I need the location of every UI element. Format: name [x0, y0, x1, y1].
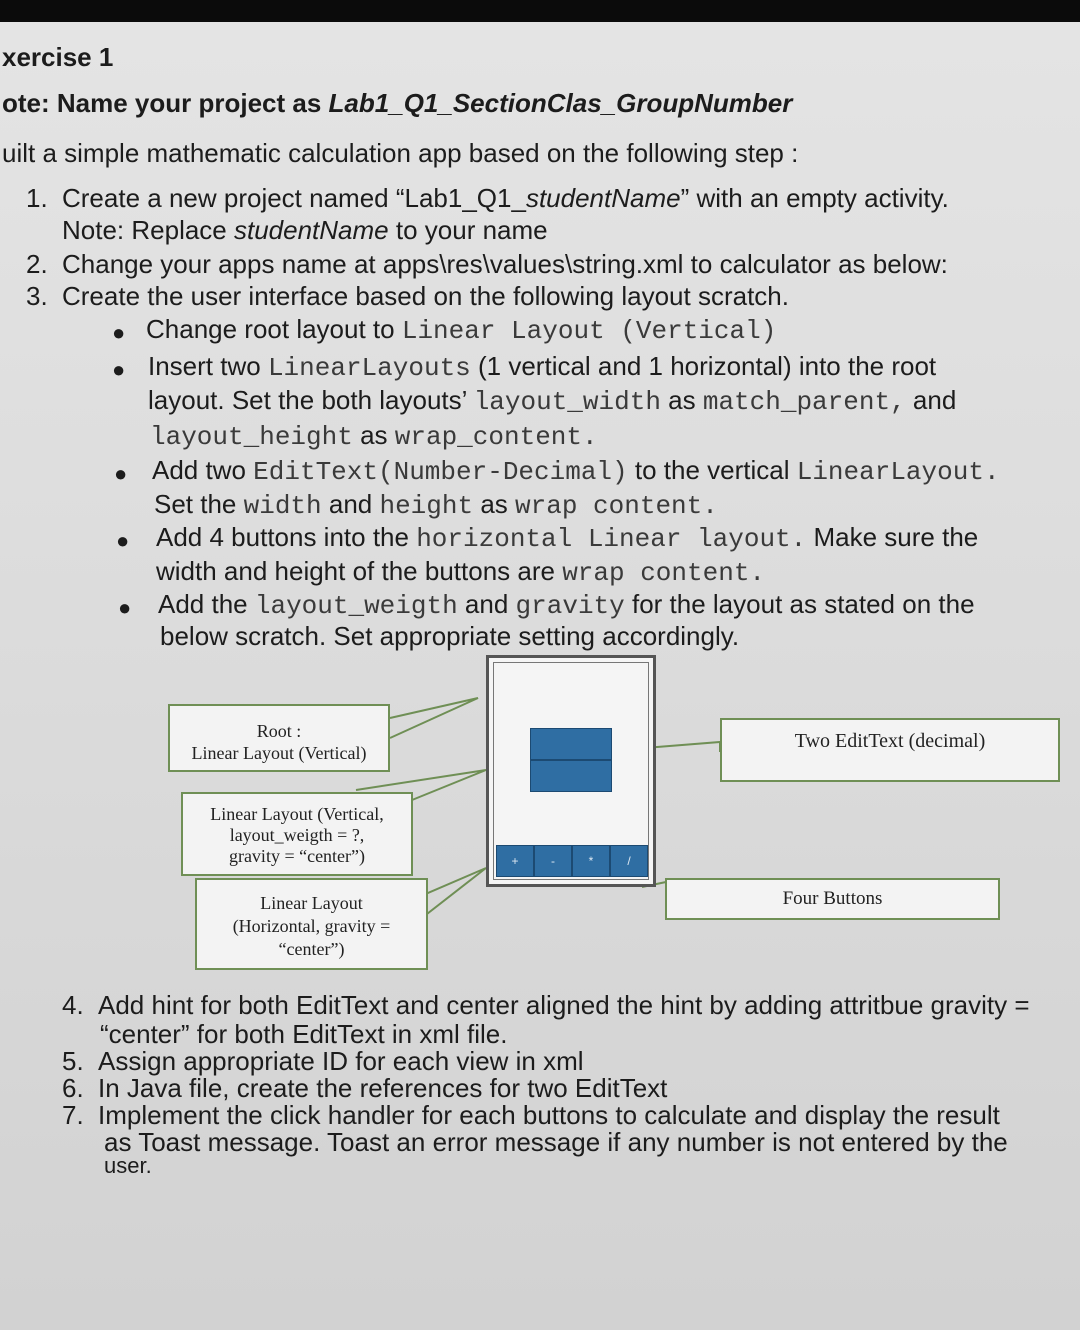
- horizontal-label-line-1: Linear Layout: [260, 893, 363, 913]
- vertical-label-line-1: Linear Layout (Vertical,: [210, 804, 384, 824]
- bullet-dot: ●: [112, 357, 126, 382]
- step-7-number: 7.: [62, 1100, 84, 1130]
- bullet-5-code2: gravity: [515, 591, 625, 621]
- step-7-line-3: user.: [104, 1153, 152, 1178]
- bullet-4-l2-code: wrap content.: [562, 558, 766, 588]
- edittext-1-mock: [530, 728, 612, 760]
- bullet-4-code: horizontal Linear layout.: [416, 524, 807, 554]
- bullet-2-code: LinearLayouts: [267, 353, 471, 383]
- bullet-5-code1: layout_weigth: [254, 591, 458, 621]
- bullet-3-l2-code1: width: [243, 491, 322, 521]
- horizontal-layout-label-box: [195, 878, 428, 970]
- bullet-dot: ●: [118, 595, 132, 620]
- step-1-note-b: studentName: [233, 215, 389, 245]
- minus-button-mock: -: [534, 845, 572, 877]
- bullet-3-text-a: Add two: [152, 455, 254, 485]
- root-label-line-2: Linear Layout (Vertical): [191, 743, 367, 763]
- buttons-label-box: [665, 878, 1000, 920]
- bullet-3-l2-a: Set the: [154, 489, 244, 519]
- step-5-text: Assign appropriate ID for each view in xml: [98, 1046, 584, 1076]
- bullet-4-text-a: Add 4 buttons into the: [156, 522, 417, 552]
- step-2-text: Change your apps name at apps\res\values\string.xml to calculator as below:: [62, 249, 948, 279]
- note-project-name: Lab1_Q1_SectionClas_GroupNumber: [328, 88, 793, 118]
- note-prefix: ote: Name your project as: [2, 88, 329, 118]
- bullet-dot: ●: [112, 320, 126, 345]
- bullet-4-text-b: Make sure the: [806, 522, 979, 552]
- step-6-number: 6.: [62, 1073, 84, 1103]
- step-1-note-a: Note: Replace: [62, 215, 234, 245]
- plus-button-mock: +: [496, 845, 534, 877]
- step-4-number: 4.: [62, 990, 84, 1020]
- root-layout-label-box: [168, 704, 390, 772]
- horizontal-label-line-2: (Horizontal, gravity =: [232, 916, 391, 936]
- bullet-3-text-b: to the vertical: [627, 455, 797, 485]
- edittext-label-box: [720, 718, 1060, 782]
- step-7-text-a: Implement the click handler for each buttons to calculate and display the result: [98, 1100, 1000, 1130]
- bullet-2-l2-code2: match_parent,: [702, 387, 906, 417]
- step-4: [62, 990, 1030, 1021]
- bullet-3-l2-c: as: [473, 489, 516, 519]
- intro-line: uilt a simple mathematic calculation app based on the following step :: [2, 138, 799, 168]
- bullet-2-text-a: Insert two: [148, 351, 268, 381]
- root-pointer-line: [390, 698, 478, 738]
- step-3-number: 3.: [26, 281, 48, 311]
- bullet-5-text-b: and: [457, 589, 516, 619]
- multiply-button-mock: *: [572, 845, 610, 877]
- bullet-2-l2-a: layout. Set the both layouts’: [148, 385, 474, 415]
- vertical-label-line-2: layout_weigth = ?,: [229, 825, 365, 845]
- step-7-line-2: as Toast message. Toast an error message if any number is not entered by the: [104, 1127, 1008, 1157]
- step-1-number: 1.: [26, 183, 48, 213]
- bullet-1-text: Change root layout to: [146, 314, 402, 344]
- bullet-dot: ●: [116, 528, 130, 553]
- bullet-2-l2-c: and: [905, 385, 957, 415]
- bullet-dot: ●: [114, 461, 128, 486]
- edittext-2-mock: [530, 760, 612, 792]
- bullet-3-code1: EditText(Number-Decimal): [253, 457, 628, 487]
- step-3-text: Create the user interface based on the following layout scratch.: [62, 281, 789, 311]
- exercise-title: xercise 1: [2, 42, 114, 72]
- bullet-2-l3-code1: layout_height: [150, 422, 353, 452]
- bullet-3-l2-b: and: [321, 489, 380, 519]
- step-4-text-a: Add hint for both EditText and center aligned the hint by adding attritbue gravity =: [98, 990, 1030, 1020]
- vertical-label-line-3: gravity = “center”): [228, 846, 366, 866]
- bullet-3-l2-code2: height: [379, 491, 474, 521]
- bullet-2-text-b: (1 vertical and 1 horizontal) into the root: [470, 351, 937, 381]
- bullet-5-text-c: for the layout as stated on the: [624, 589, 975, 619]
- bullet-5-line-2: below scratch. Set appropriate setting accordingly.: [160, 621, 740, 651]
- bullet-2-l3-a: as: [352, 420, 395, 450]
- step-2-number: 2.: [26, 249, 48, 279]
- bullet-2-l2-b: as: [660, 385, 703, 415]
- bullet-5-text-a: Add the: [158, 589, 255, 619]
- bullet-4-l2-a: width and height of the buttons are: [156, 556, 563, 586]
- step-1-note-c: to your name: [388, 215, 548, 245]
- buttons-label: Four Buttons: [782, 888, 883, 909]
- step-1-text-c: ” with an empty activity.: [680, 183, 949, 213]
- divide-button-mock: /: [610, 845, 648, 877]
- step-5-number: 5.: [62, 1046, 84, 1076]
- bullet-1-code: Linear Layout (Vertical): [401, 316, 777, 346]
- step-1-text-b: studentName: [525, 183, 681, 213]
- vertical-layout-label-box: [181, 792, 413, 876]
- step-1-text-a: Create a new project named “Lab1_Q1_: [62, 183, 526, 213]
- step-4-line-2: “center” for both EditText in xml file.: [100, 1019, 508, 1049]
- bullet-2-l3-code2: wrap_content.: [394, 422, 598, 452]
- bullet-2-l2-code1: layout_width: [473, 387, 661, 417]
- step-6-text: In Java file, create the references for two EditText: [98, 1073, 668, 1103]
- root-label-line-1: Root :: [256, 721, 302, 741]
- bullet-3-code2: LinearLayout.: [796, 457, 1000, 487]
- bullet-3-l2-code3: wrap content.: [515, 491, 718, 521]
- horizontal-label-line-3: “center”): [278, 939, 345, 959]
- edittext-label: Two EditText (decimal): [794, 730, 986, 752]
